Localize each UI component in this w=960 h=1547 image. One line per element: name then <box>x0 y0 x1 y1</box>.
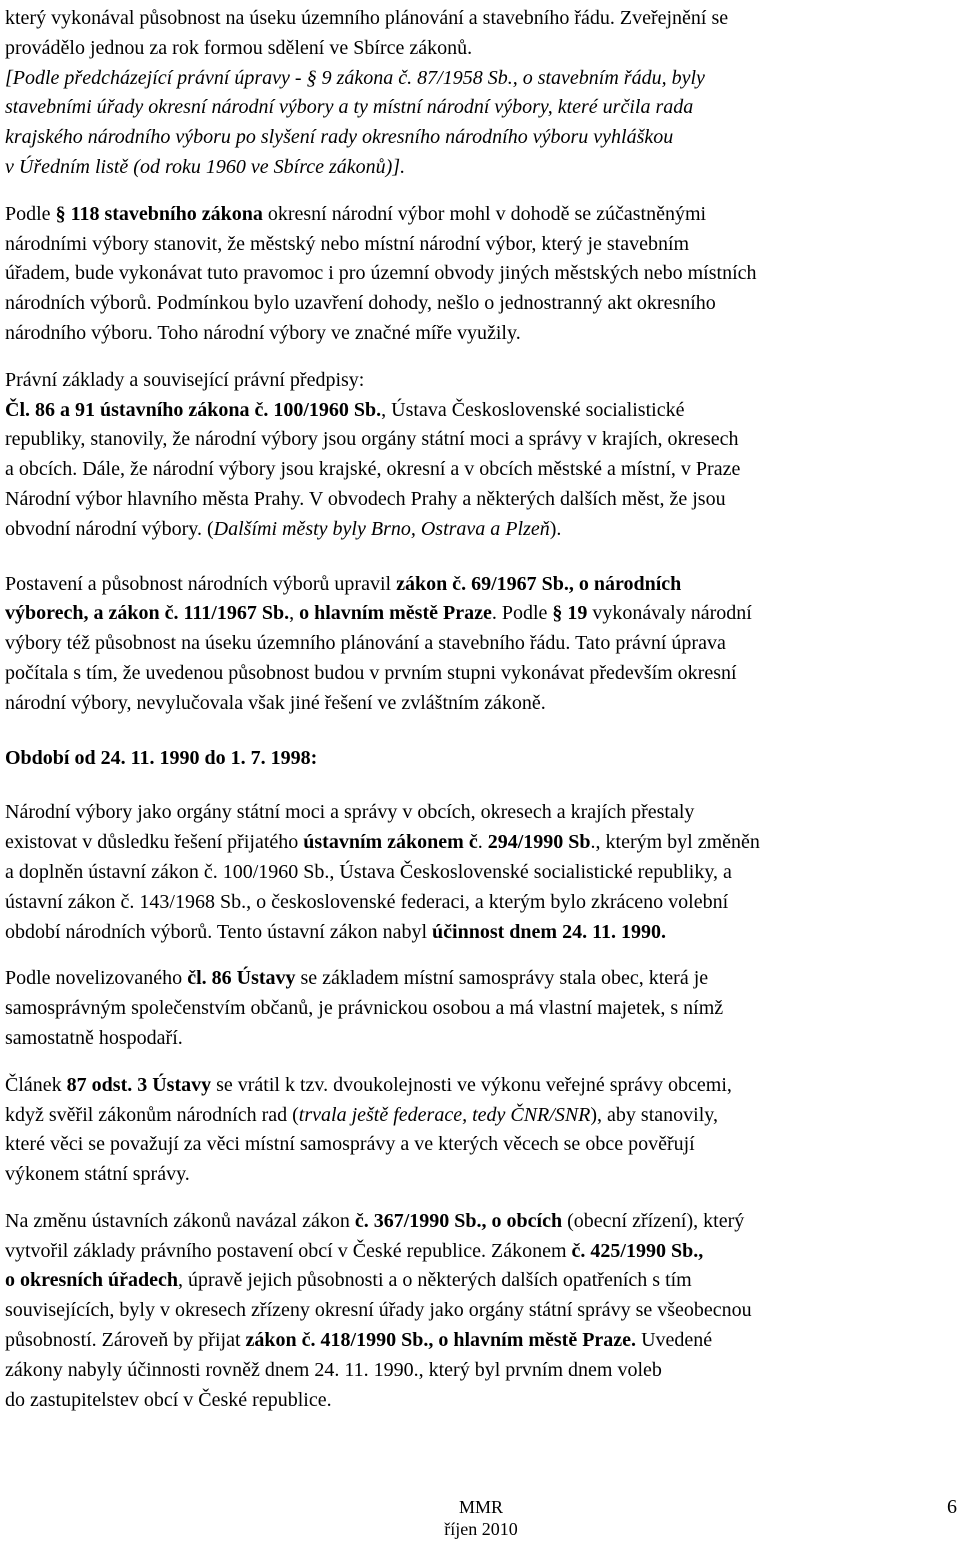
text-line <box>5 1101 960 1131</box>
paragraph-clanek-87 <box>5 1071 960 1190</box>
text-run: se základem místní samosprávy stala obec, která je <box>295 967 709 990</box>
text-line: národního výboru. Toho národní výbory ve značné míře využily. <box>5 321 521 344</box>
text-run: Na změnu ústavních zákonů navázal zákon <box>5 1209 355 1232</box>
text-line <box>5 1266 960 1296</box>
text-line: stavebními úřady okresní národní výbory a ty místní národní výbory, které určila rada <box>5 96 694 119</box>
text-run: ., kterým byl změněn <box>590 831 760 854</box>
text-run: č. 367/1990 Sb., o obcích <box>354 1209 563 1232</box>
text-line: do zastupitelstev obcí v České republice. <box>5 1388 332 1411</box>
text-line: který vykonával působnost na úseku územního plánování a stavebního řádu. Zveřejnění se <box>5 7 729 29</box>
text-run: trvala ještě federace, tedy ČNR/SNR <box>298 1103 591 1126</box>
text-run: . Podle <box>491 602 553 625</box>
text-run: Článek <box>5 1073 67 1096</box>
text-line: samosprávným společenstvím občanů, je právnickou osobou a má vlastní majetek, s nímž <box>5 997 724 1020</box>
text-line: počítala s tím, že uvedenou působnost budou v prvním stupni vykonávat především okresní <box>5 661 737 684</box>
text-run: ústavním zákonem č <box>303 831 478 854</box>
text-run: působností. Zároveň by přijat <box>5 1329 246 1352</box>
text-run: 294/1990 Sb <box>487 831 591 854</box>
text-line: zákony nabyly účinnosti rovněž dnem 24. 11. 1990., který byl prvním dnem voleb <box>5 1358 662 1381</box>
text-run: o hlavním městě Praze <box>299 602 492 625</box>
text-line <box>5 828 960 858</box>
heading-text: Období od 24. 11. 1990 do 1. 7. 1998: <box>5 746 318 769</box>
text-line: úřadem, bude vykonávat tuto pravomoc i pro územní obvody jiných městských nebo místních <box>5 262 757 285</box>
text-line: národních výborů. Podmínkou bylo uzavření dohody, nešlo o jednostranný akt okresního <box>5 292 716 315</box>
text-line <box>5 1071 960 1101</box>
section-heading: Právní základy a související právní předpisy: <box>5 368 365 391</box>
text-run: čl. 86 Ústavy <box>187 967 296 990</box>
text-run: Postavení a působnost národních výborů upravil <box>5 572 397 595</box>
text-line: souvisejících, byly v okresech zřízeny okresní úřady jako orgány státní správy se všeobecnou <box>5 1299 752 1322</box>
text-run: 19 <box>567 602 588 625</box>
text-run: , Ústava Československé socialistické <box>381 398 685 421</box>
text-line <box>5 570 960 600</box>
text-line <box>5 396 960 426</box>
section-sign-icon: § <box>55 202 66 225</box>
text-line <box>5 964 960 994</box>
text-line: v Úředním listě (od roku 1960 ve Sbírce zákonů)]. <box>5 155 406 178</box>
text-line: Národní výbory jako orgány státní moci a správy v obcích, okresech a krajích přestaly <box>5 801 695 824</box>
text-run: č. 425/1990 Sb., <box>571 1239 704 1262</box>
text-line <box>5 1326 960 1356</box>
text-line: výkonem státní správy. <box>5 1163 190 1186</box>
paragraph-pravni-zaklady <box>5 366 960 545</box>
paragraph-cl-86 <box>5 964 960 1053</box>
text-run: výborech, a zákon č. 111/1967 Sb. <box>5 602 290 625</box>
text-line: provádělo jednou za rok formou sdělení ve Sbírce zákonů. <box>5 36 473 59</box>
text-run: 9 zákona č. 87/1958 Sb. <box>321 66 513 89</box>
text-run: Dalšími městy byly Brno, Ostrava a Plzeň <box>213 517 550 540</box>
text-line: národními výbory stanovit, že městský nebo místní národní výbor, který je stavebním <box>5 232 690 255</box>
text-run: zákon č. 418/1990 Sb., o hlavním městě Praze. <box>245 1329 637 1352</box>
section-heading <box>5 744 960 774</box>
text-run: Podle novelizovaného <box>5 967 188 990</box>
paragraph-narodni-vybory <box>5 798 960 947</box>
text-line <box>5 1207 960 1237</box>
text-run: Čl. 86 a 91 ústavního zákona č. 100/1960 Sb. <box>5 398 382 421</box>
text-run: [Podle předcházející právní úpravy - <box>5 66 307 89</box>
text-run: . <box>477 831 488 854</box>
text-run: ). <box>549 517 562 540</box>
footer-date: říjen 2010 <box>444 1519 518 1539</box>
text-line: republiky, stanovily, že národní výbory jsou orgány státní moci a správy v krajích, okresech <box>5 428 739 451</box>
paragraph-intro <box>5 4 960 183</box>
paragraph-stavebni-zakon <box>5 200 960 349</box>
text-run: 118 stavebního zákona <box>70 202 263 225</box>
paragraph-zakon-o-obcich <box>5 1207 960 1416</box>
text-run: když svěřil zákonům národních rad ( <box>5 1103 299 1126</box>
text-run: existovat v důsledku řešení přijatého <box>5 831 304 854</box>
text-line <box>5 200 960 230</box>
text-line: a obcích. Dále, že národní výbory jsou krajské, okresní a v obcích městské a místní, v Praze <box>5 458 741 481</box>
text-line: národní výbory, nevylučovala však jiné řešení ve zvláštním zákoně. <box>5 691 546 714</box>
text-run: , <box>289 602 300 625</box>
text-line: ústavní zákon č. 143/1968 Sb., o československé federaci, a kterým bylo zkráceno volební <box>5 890 729 913</box>
text-line <box>5 918 960 948</box>
text-run: o okresních úřadech <box>5 1269 178 1292</box>
footer-org: MMR <box>458 1497 503 1517</box>
text-run: okresní národní výbor mohl v dohodě se zúčastněnými <box>262 202 707 225</box>
text-run: zákon č. 69/1967 Sb., o národních <box>396 572 682 595</box>
page-number: 6 <box>947 1496 957 1518</box>
heading-obdobi <box>5 744 960 774</box>
text-line <box>5 599 960 629</box>
text-line: krajského národního výboru po slyšení rady okresního národního výboru vyhláškou <box>5 126 674 149</box>
text-line: výbory též působnost na úseku územního plánování a stavebního řádu. Tato právní úprava <box>5 632 726 655</box>
text-run: vytvořil základy právního postavení obcí v České republice. Zákonem <box>5 1239 572 1262</box>
text-run: 87 odst. 3 Ústavy <box>66 1073 212 1096</box>
text-line <box>5 1237 960 1267</box>
text-line <box>5 64 960 94</box>
text-run: období národních výborů. Tento ústavní zákon nabyl <box>5 920 433 943</box>
section-sign-icon: § <box>552 602 563 625</box>
text-run: , o stavebním řádu, byly <box>512 66 705 89</box>
text-line <box>5 515 960 545</box>
text-run: se vrátil k tzv. dvoukolejnosti ve výkonu veřejné správy obcemi, <box>211 1073 732 1096</box>
section-sign-icon: § <box>306 66 317 89</box>
text-run: vykonávaly národní <box>587 602 752 625</box>
text-run: Podle <box>5 202 56 225</box>
text-run: (obecní zřízení), který <box>562 1209 745 1232</box>
text-run: obvodní národní výbory. ( <box>5 517 214 540</box>
page-footer <box>0 1496 960 1540</box>
text-run: Uvedené <box>636 1329 713 1352</box>
text-line: a doplněn ústavní zákon č. 100/1960 Sb., Ústava Československé socialistické republiky, a <box>5 860 732 883</box>
text-run: , úpravě jejich působnosti a o některých dalších opatřeních s tím <box>177 1269 692 1292</box>
text-run: účinnost dnem 24. 11. 1990. <box>432 920 666 943</box>
paragraph-postaveni <box>5 570 960 719</box>
text-line: které věci se považují za věci místní samosprávy a ve kterých věcech se obce pověřují <box>5 1133 695 1156</box>
text-line: samostatně hospodaří. <box>5 1026 183 1049</box>
text-line: Národní výbor hlavního města Prahy. V obvodech Prahy a některých dalších měst, že jsou <box>5 487 726 510</box>
text-run: ), aby stanovily, <box>590 1103 718 1126</box>
